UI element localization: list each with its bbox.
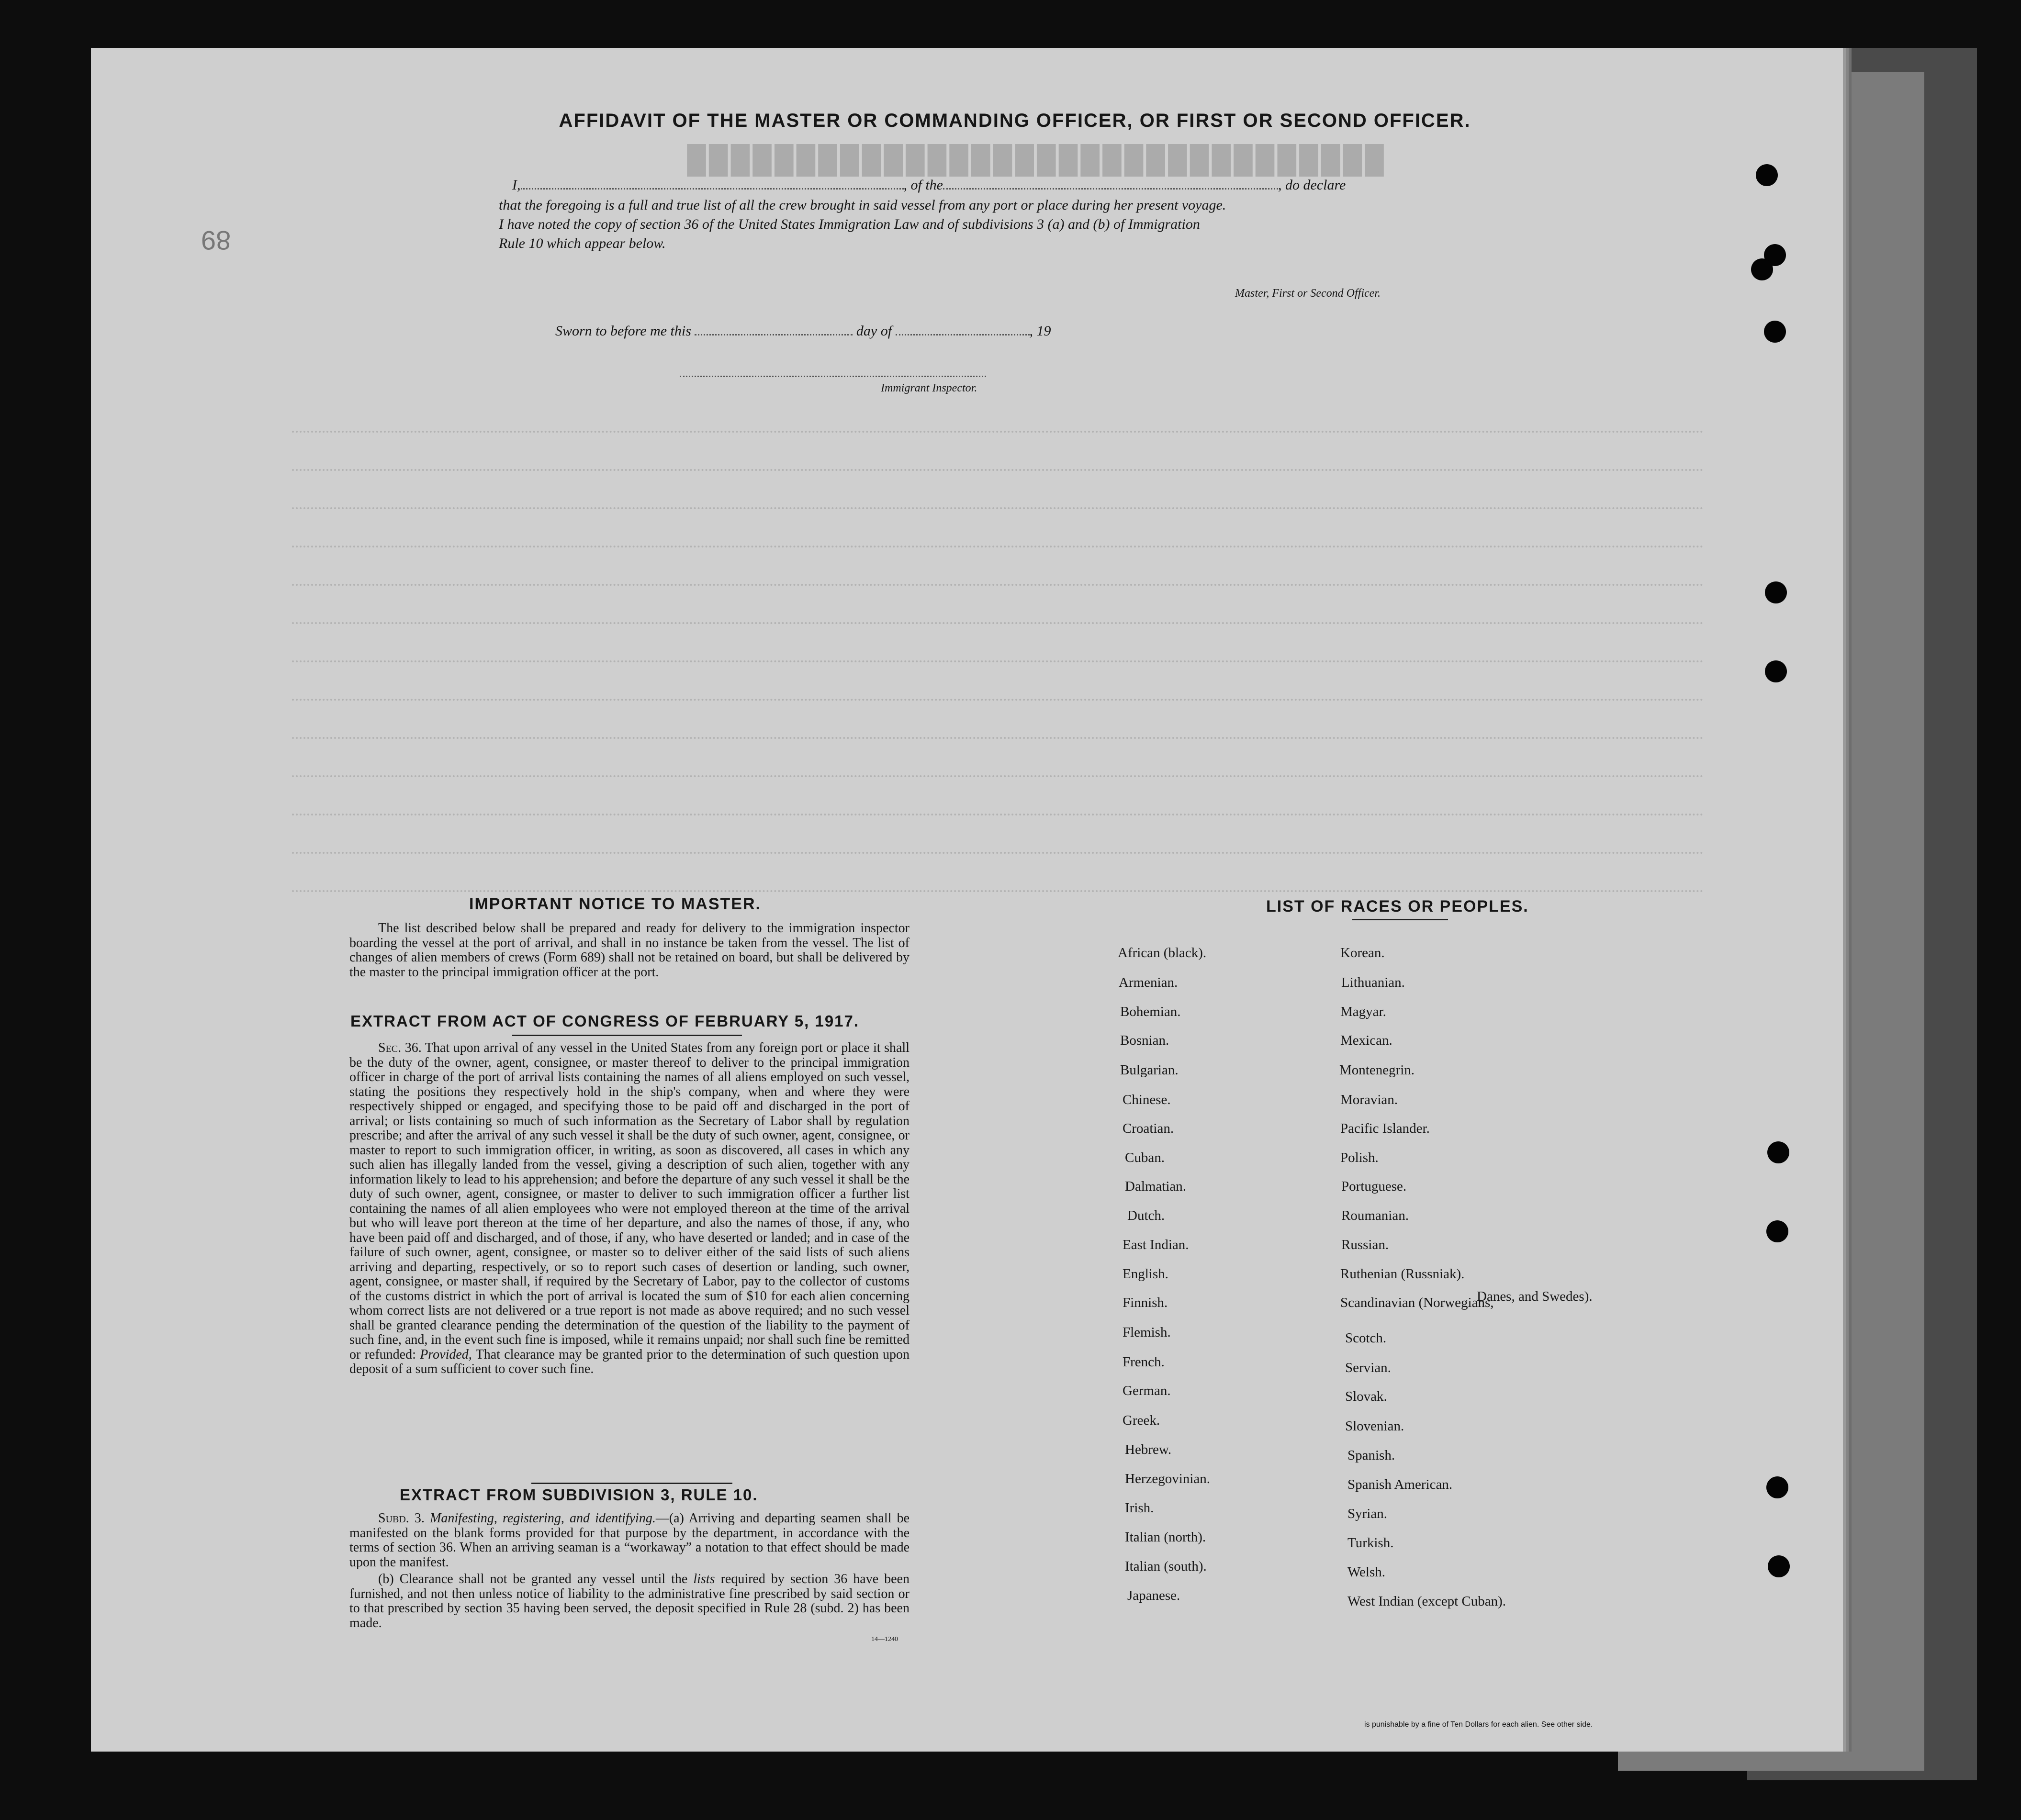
inspector-signature-line[interactable] [680,376,986,377]
race-right-item: Magyar. [1340,1004,1386,1019]
race-left-item: Dalmatian. [1125,1179,1187,1194]
race-right-item: Welsh. [1347,1564,1386,1580]
race-left-item: Flemish. [1123,1325,1171,1340]
race-right-item: Ruthenian (Russniak). [1340,1266,1465,1282]
race-left-item: Japanese. [1127,1588,1180,1603]
subd-b-body-2: required by section 36 have been furnished, and not then unless notice of liability to the administrative fine prescribed by said section or to that prescribed by section 35 having been served, the deposit specified in Rule 28 (subd. 2) has been made. [349,1572,910,1630]
bleed-through-row [292,814,1704,822]
provided-text: That clearance may be granted prior to the determination of such question upon deposit of a sum sufficient to cover such fine. [349,1347,910,1376]
rule-extract-overline [531,1483,732,1484]
subd-a-label: —(a) [655,1511,684,1526]
race-right-item: Scandinavian (Norwegians, [1340,1295,1494,1310]
race-left-item: African (black). [1118,945,1207,960]
race-left-item: Italian (south). [1125,1559,1207,1574]
bleed-through-shadow [91,48,1843,1752]
subd-heading: Manifesting, registering, and identifying. [430,1511,656,1526]
subd-b-label: (b) [378,1572,394,1586]
act-extract-underline [512,1035,742,1036]
year-prefix: , 19 [1029,323,1051,339]
sworn-text: Sworn to before me this [555,323,691,339]
races-title: LIST OF RACES OR PEOPLES. [1266,897,1529,916]
affidavit-title: AFFIDAVIT OF THE MASTER OR COMMANDING OFFICER, OR FIRST OR SECOND OFFICER. [559,110,1471,131]
affidavit-line-2: that the foregoing is a full and true list of all the crew brought in said vessel from any port or place during her present voyage. [499,197,1226,213]
act-extract-title: EXTRACT FROM ACT OF CONGRESS OF FEBRUARY 5, 1917. [350,1012,860,1030]
races-title-underline [1352,919,1448,920]
race-right-item: Servian. [1345,1360,1391,1375]
bleed-through-row [292,852,1704,860]
race-right-item: Roumanian. [1341,1208,1409,1223]
bleed-through-row [292,737,1704,746]
race-left-item: Bulgarian. [1120,1062,1179,1078]
race-left-item: Cuban. [1125,1150,1165,1165]
affidavit-line-3: I have noted the copy of section 36 of the United States Immigration Law and of subdivisions 3 (a) and (b) of Immigration [499,216,1200,232]
punch-hole [1768,1555,1790,1577]
section-36-body: That upon arrival of any vessel in the United States from any foreign port or place it shall be the duty of the owner, agent, consignee, or master thereof to deliver to the principal immigration officer in charge of the port of arrival lists containing the names of all aliens employed on such vessel, stating the positions they respectively hold in the ship's company, when and where they were respectively shipped or engaged, and specifying those to be paid off and discharged in the port of arrival; or lists containing so much of such information as the Secretary of Labor shall by regulation prescribe; and after the arrival of any such vessel it shall be the duty of such owner, agent, consignee, or master to report to such immigration officer, in writing, as soon as discovered, all cases in which any such alien has illegally landed from the vessel, giving a description of such alien, together with any information likely to lead to his apprehension; and before the departure of any such vessel it shall be the duty of such owner, agent, consignee, or master to deliver to such immigration officer a further list containing the names of all alien employees who were not employed thereon at the time of the arrival but who will leave port thereon at the time of her departure, and also the names of those, if any, who have been paid off and discharged, and of those, if any, who have deserted or landed; and in case of the failure of such owner, agent, consignee, or master so to deliver either of the said lists of such aliens arriving and departing, respectively, or so to report such cases of desertion or landing, such owner, agent, consignee, or master shall, if required by the Secretary of Labor, pay to the collector of customs of the customs district in which the port of arrival is located the sum of $10 for each alien concerning whom correct lists are not delivered or a true report is not made as above required; and no such vessel shall be granted clearance pending the determination of the question of the liability to the payment of such fine, and, in the event such fine is imposed, while it remains unpaid; nor shall such fine be remitted or refunded: [349,1040,909,1362]
margin-mark: 89 [201,225,231,256]
document-page [91,48,1843,1752]
race-right-item: Russian. [1341,1237,1389,1252]
race-left-item: Chinese. [1123,1092,1171,1107]
section-36-text [349,1041,909,1377]
subd-a-body: Arriving and departing seamen shall be manifested on the blank forms provided for that purpose by the department, in accordance with the terms of section 36. When an arriving seaman is a “workaway” a notation to that effect should be made upon the manifest. [349,1511,909,1570]
subd-label: Subd. 3. [378,1511,425,1526]
race-left-item: Hebrew. [1125,1442,1172,1457]
sworn-day-blank[interactable] [695,334,853,335]
race-left-item: Armenian. [1119,975,1178,990]
notice-title: IMPORTANT NOTICE TO MASTER. [469,895,761,913]
race-left-item: German. [1123,1383,1171,1398]
race-left-item: Croatian. [1123,1121,1174,1136]
subd-b-body-1: Clearance shall not be granted any vessel until the [399,1572,688,1586]
race-left-item: Irish. [1125,1500,1154,1516]
race-left-item: East Indian. [1123,1237,1189,1252]
race-left-item: Bosnian. [1120,1033,1169,1048]
affidavit-i: I, [512,177,521,193]
punch-hole [1766,1476,1788,1498]
race-right-item: Montenegrin. [1339,1062,1415,1078]
bleed-through-row [292,584,1704,592]
race-left-item: Greek. [1123,1413,1160,1428]
sworn-month-blank[interactable] [896,334,1030,335]
race-left-item: Bohemian. [1120,1004,1181,1019]
subdivision-3-a-text [349,1511,909,1570]
race-right-item: Spanish American. [1347,1477,1453,1492]
punch-hole [1764,321,1786,343]
race-right-item: Syrian. [1347,1506,1387,1521]
bleed-through-row [292,469,1704,478]
race-right-item: Moravian. [1340,1092,1398,1107]
affidavit-line-4: Rule 10 which appear below. [499,235,666,251]
race-left-item: Dutch. [1127,1208,1165,1223]
race-right-item: Scotch. [1345,1330,1387,1346]
punch-hole [1767,1141,1789,1163]
footer-note: is punishable by a fine of Ten Dollars for each alien. See other side. [1364,1720,1593,1729]
bleed-through-row [292,507,1704,516]
sworn-line [555,323,1051,339]
race-right-item: Korean. [1340,945,1385,960]
vessel-blank[interactable] [943,188,1278,190]
race-left-item: Italian (north). [1125,1530,1206,1545]
race-right-item: Turkish. [1347,1535,1394,1551]
punch-hole [1756,164,1778,186]
name-blank[interactable] [521,188,904,190]
race-right-item: Mexican. [1340,1033,1392,1048]
bleed-through-row [292,546,1704,554]
race-right-item: Slovak. [1345,1389,1387,1404]
punch-hole [1765,660,1787,682]
inspector-caption: Immigrant Inspector. [881,382,977,394]
affidavit-do-declare: , do declare [1278,177,1346,193]
race-scandinavian-continued: Danes, and Swedes). [1477,1289,1593,1304]
subdivision-3-b-text [349,1572,909,1630]
bleed-through-row [292,699,1704,707]
race-left-item: French. [1123,1354,1165,1370]
race-left-item: English. [1123,1266,1168,1282]
race-left-item: Finnish. [1123,1295,1168,1310]
race-right-item: Spanish. [1347,1448,1395,1463]
bleed-through-row [292,622,1704,631]
master-signature-caption: Master, First or Second Officer. [1235,287,1381,300]
punch-hole [1766,1220,1788,1242]
bleed-through-row [292,660,1704,669]
race-right-item: Polish. [1340,1150,1379,1165]
bleed-through-row [292,431,1704,439]
affidavit-line-1 [512,177,1346,193]
day-of-text: day of [856,323,892,339]
race-right-item: Slovenian. [1345,1418,1404,1434]
race-left-item: Herzegovinian. [1125,1471,1210,1486]
race-right-item: West Indian (except Cuban). [1347,1594,1506,1609]
race-right-item: Lithuanian. [1341,975,1405,990]
bleed-through-row [292,775,1704,784]
notice-text: The list described below shall be prepared and ready for delivery to the immigration inspector boarding the vessel at the port of arrival, and shall in no instance be taken from the vessel. The list of changes of alien members of crews (Form 689) shall not be retained on board, but shall be delivered by the master to the principal immigration officer at the port. [349,921,909,980]
provided-word: Provided, [420,1347,472,1362]
form-number: 14—1240 [871,1636,898,1643]
race-right-item: Portuguese. [1341,1179,1407,1194]
punch-hole [1751,258,1773,280]
rule-extract-title: EXTRACT FROM SUBDIVISION 3, RULE 10. [400,1486,758,1504]
subd-b-lists-word: lists [693,1572,715,1586]
punch-hole [1765,581,1787,603]
race-right-item: Pacific Islander. [1340,1121,1430,1136]
section-36-label: Sec. 36. [378,1040,422,1055]
affidavit-of-the: , of the [903,177,943,193]
bleed-through-heading-shape: ████████████████████████████████ [684,144,1384,174]
